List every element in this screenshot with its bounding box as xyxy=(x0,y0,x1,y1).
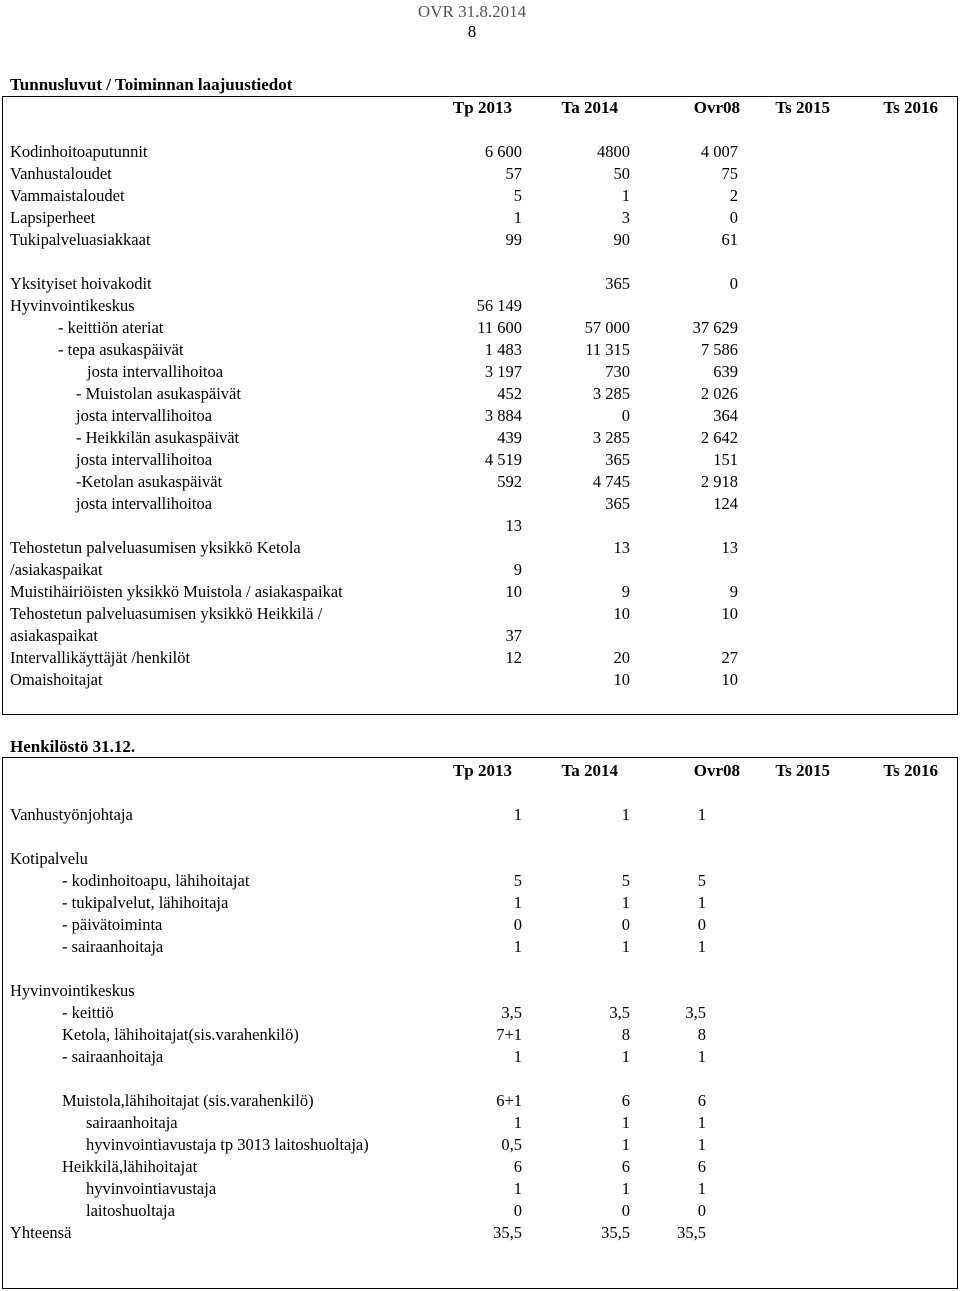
column-header: Ta 2014 xyxy=(561,761,618,780)
cell-value: 10 xyxy=(721,604,738,623)
cell-value: 364 xyxy=(713,406,738,425)
table-row xyxy=(0,1091,960,1113)
cell-value: 3,5 xyxy=(685,1003,706,1022)
cell-value: 10 xyxy=(505,582,522,601)
cell-value: 1 xyxy=(621,893,630,912)
row-label: Omaishoitajat xyxy=(10,670,103,689)
cell-value: 7 586 xyxy=(700,340,738,359)
cell-value: 0 xyxy=(513,1201,522,1220)
cell-value: 3 285 xyxy=(592,384,630,403)
cell-value: 5 xyxy=(513,871,522,890)
cell-value: 1 xyxy=(513,1047,522,1066)
cell-value: 0 xyxy=(513,915,522,934)
table-row xyxy=(0,208,960,230)
table-row xyxy=(0,849,960,871)
cell-value: 3,5 xyxy=(501,1003,522,1022)
table-row xyxy=(0,406,960,428)
table-row xyxy=(0,318,960,340)
row-label: josta intervallihoitoa xyxy=(76,406,213,425)
cell-value: 1 xyxy=(513,805,522,824)
cell-value: 365 xyxy=(605,274,630,293)
row-label: laitoshuoltaja xyxy=(86,1201,175,1220)
cell-value: 5 xyxy=(697,871,706,890)
row-label: josta intervallihoitoa xyxy=(76,450,213,469)
cell-value: 57 xyxy=(505,164,522,183)
row-label: asiakaspaikat xyxy=(10,626,98,645)
row-label: Heikkilä,lähihoitajat xyxy=(62,1157,198,1176)
cell-value: 9 xyxy=(621,582,630,601)
table-row xyxy=(0,472,960,494)
cell-value: 0 xyxy=(729,274,738,293)
row-label: josta intervallihoitoa xyxy=(76,494,213,513)
cell-value: 1 xyxy=(513,937,522,956)
cell-value: 639 xyxy=(713,362,738,381)
row-label: Vammaistaloudet xyxy=(10,186,125,205)
row-label: hyvinvointiavustaja xyxy=(86,1179,217,1198)
table-row xyxy=(0,1025,960,1047)
section2-title: Henkilöstö 31.12. xyxy=(10,737,136,756)
table-row xyxy=(0,1179,960,1201)
cell-value: 13 xyxy=(505,516,522,535)
row-label: - Heikkilän asukaspäivät xyxy=(76,428,240,447)
table-row xyxy=(0,871,960,893)
cell-value: 1 xyxy=(697,937,706,956)
cell-value: 90 xyxy=(613,230,630,249)
row-label: Hyvinvointikeskus xyxy=(10,981,135,1000)
cell-value: 2 xyxy=(729,186,738,205)
row-label: - Muistolan asukaspäivät xyxy=(76,384,241,403)
cell-value: 3 197 xyxy=(484,362,522,381)
cell-value: 35,5 xyxy=(493,1223,522,1242)
cell-value: 439 xyxy=(497,428,522,447)
cell-value: 0,5 xyxy=(501,1135,522,1154)
cell-value: 5 xyxy=(513,186,522,205)
cell-value: 0 xyxy=(621,406,630,425)
cell-value: 50 xyxy=(613,164,630,183)
table-row xyxy=(0,362,960,384)
cell-value: 12 xyxy=(505,648,522,667)
cell-value: 13 xyxy=(721,538,738,557)
cell-value: 6 xyxy=(621,1157,630,1176)
table-row xyxy=(0,1047,960,1069)
table-row xyxy=(0,670,960,692)
cell-value: 1 xyxy=(621,1113,630,1132)
row-label: Intervallikäyttäjät /henkilöt xyxy=(10,648,191,667)
cell-value: 99 xyxy=(505,230,522,249)
cell-value: 0 xyxy=(697,1201,706,1220)
table-row xyxy=(0,1201,960,1223)
cell-value: 1 xyxy=(697,1179,706,1198)
column-header: Ta 2014 xyxy=(561,98,618,117)
row-label: Ketola, lähihoitajat(sis.varahenkilö) xyxy=(62,1025,299,1044)
table-row xyxy=(0,230,960,252)
cell-value: 13 xyxy=(613,538,630,557)
cell-value: 11 600 xyxy=(477,318,522,337)
cell-value: 0 xyxy=(697,915,706,934)
table-row xyxy=(0,296,960,318)
table-row xyxy=(0,626,960,648)
cell-value: 6 xyxy=(513,1157,522,1176)
cell-value: 365 xyxy=(605,494,630,513)
row-label: Tehostetun palveluasumisen yksikkö Ketola xyxy=(10,538,301,557)
cell-value: 4 007 xyxy=(700,142,738,161)
cell-value: 8 xyxy=(621,1025,630,1044)
cell-value: 6 xyxy=(621,1091,630,1110)
cell-value: 730 xyxy=(605,362,630,381)
cell-value: 4 745 xyxy=(592,472,630,491)
cell-value: 1 xyxy=(697,1113,706,1132)
table-row xyxy=(0,893,960,915)
cell-value: 8 xyxy=(697,1025,706,1044)
row-label: - tukipalvelut, lähihoitaja xyxy=(62,893,229,912)
row-label: - sairaanhoitaja xyxy=(62,1047,164,1066)
cell-value: 11 315 xyxy=(585,340,630,359)
cell-value: 10 xyxy=(613,604,630,623)
cell-value: 1 xyxy=(697,1135,706,1154)
table-row xyxy=(0,937,960,959)
section1-title: Tunnusluvut / Toiminnan laajuustiedot xyxy=(10,75,293,94)
table-row xyxy=(0,494,960,516)
column-header: Ovr08 xyxy=(693,98,740,117)
cell-value: 452 xyxy=(497,384,522,403)
table-row xyxy=(0,1113,960,1135)
cell-value: 1 xyxy=(513,1179,522,1198)
table-row xyxy=(0,560,960,582)
table-row xyxy=(0,428,960,450)
table-row xyxy=(0,384,960,406)
table-row xyxy=(0,805,960,827)
page-number: 8 xyxy=(467,22,477,41)
cell-value: 9 xyxy=(513,560,522,579)
cell-value: 6 xyxy=(697,1091,706,1110)
column-header: Tp 2013 xyxy=(452,98,512,117)
row-label: Hyvinvointikeskus xyxy=(10,296,135,315)
cell-value: 1 xyxy=(621,186,630,205)
cell-value: 6 600 xyxy=(484,142,522,161)
table-row xyxy=(0,648,960,670)
row-label: Vanhustyönjohtaja xyxy=(10,805,133,824)
row-label: Vanhustaloudet xyxy=(10,164,112,183)
cell-value: 4 519 xyxy=(484,450,522,469)
cell-value: 124 xyxy=(713,494,738,513)
row-label: Tukipalveluasiakkaat xyxy=(10,230,151,249)
table-row xyxy=(0,981,960,1003)
table-row xyxy=(0,516,960,538)
column-header: Ts 2015 xyxy=(775,98,830,117)
cell-value: 151 xyxy=(713,450,738,469)
cell-value: 3,5 xyxy=(609,1003,630,1022)
cell-value: 1 xyxy=(513,893,522,912)
row-label: Kodinhoitoaputunnit xyxy=(10,142,148,161)
cell-value: 1 xyxy=(621,1179,630,1198)
cell-value: 0 xyxy=(621,915,630,934)
row-label: - sairaanhoitaja xyxy=(62,937,164,956)
column-header: Ts 2016 xyxy=(883,761,938,780)
cell-value: 0 xyxy=(729,208,738,227)
cell-value: 10 xyxy=(721,670,738,689)
cell-value: 1 xyxy=(621,1135,630,1154)
column-header: Tp 2013 xyxy=(452,761,512,780)
table-row xyxy=(0,1003,960,1025)
cell-value: 9 xyxy=(729,582,738,601)
cell-value: 0 xyxy=(621,1201,630,1220)
row-label: Muistola,lähihoitajat (sis.varahenkilö) xyxy=(62,1091,314,1110)
cell-value: 7+1 xyxy=(496,1025,522,1044)
cell-value: 1 483 xyxy=(484,340,522,359)
row-label: Yksityiset hoivakodit xyxy=(10,274,152,293)
table-row xyxy=(0,340,960,362)
table-row xyxy=(0,1135,960,1157)
column-header: Ts 2015 xyxy=(775,761,830,780)
cell-value: 37 629 xyxy=(692,318,738,337)
row-label: - kodinhoitoapu, lähihoitajat xyxy=(62,871,250,890)
cell-value: 2 642 xyxy=(700,428,738,447)
cell-value: 1 xyxy=(513,208,522,227)
row-label: - keittiön ateriat xyxy=(58,318,164,337)
column-header: Ts 2016 xyxy=(883,98,938,117)
cell-value: 5 xyxy=(621,871,630,890)
table-row xyxy=(0,1157,960,1179)
cell-value: 1 xyxy=(621,805,630,824)
table-row xyxy=(0,164,960,186)
cell-value: 20 xyxy=(613,648,630,667)
table-row xyxy=(0,1223,960,1245)
table-row xyxy=(0,186,960,208)
cell-value: 2 026 xyxy=(700,384,738,403)
cell-value: 4800 xyxy=(597,142,630,161)
cell-value: 3 285 xyxy=(592,428,630,447)
cell-value: 56 149 xyxy=(476,296,522,315)
cell-value: 1 xyxy=(697,893,706,912)
cell-value: 6+1 xyxy=(496,1091,522,1110)
column-header: Ovr08 xyxy=(693,761,740,780)
table-row xyxy=(0,450,960,472)
cell-value: 365 xyxy=(605,450,630,469)
row-label: Tehostetun palveluasumisen yksikkö Heikkilä / xyxy=(10,604,323,623)
cell-value: 10 xyxy=(613,670,630,689)
row-label: josta intervallihoitoa xyxy=(87,362,224,381)
cell-value: 1 xyxy=(697,805,706,824)
row-label: Yhteensä xyxy=(10,1223,72,1242)
cell-value: 75 xyxy=(721,164,738,183)
cell-value: 6 xyxy=(697,1157,706,1176)
cell-value: 1 xyxy=(621,1047,630,1066)
cell-value: 57 000 xyxy=(584,318,630,337)
cell-value: 35,5 xyxy=(677,1223,706,1242)
cell-value: 27 xyxy=(721,648,738,667)
row-label: - päivätoiminta xyxy=(62,915,163,934)
row-label: hyvinvointiavustaja tp 3013 laitoshuoltaja) xyxy=(86,1135,369,1154)
row-label: Kotipalvelu xyxy=(10,849,88,868)
cell-value: 2 918 xyxy=(700,472,738,491)
row-label: /asiakaspaikat xyxy=(10,560,103,579)
row-label: Muistihäiriöisten yksikkö Muistola / asiakaspaikat xyxy=(10,582,343,601)
document-code: OVR 31.8.2014 xyxy=(417,2,527,21)
table-row xyxy=(0,915,960,937)
table-row xyxy=(0,538,960,560)
row-label: - tepa asukaspäivät xyxy=(58,340,184,359)
cell-value: 3 884 xyxy=(484,406,522,425)
table-row xyxy=(0,604,960,626)
row-label: - keittiö xyxy=(62,1003,114,1022)
row-label: sairaanhoitaja xyxy=(86,1113,178,1132)
cell-value: 1 xyxy=(513,1113,522,1132)
cell-value: 592 xyxy=(497,472,522,491)
table-row xyxy=(0,274,960,296)
cell-value: 3 xyxy=(621,208,630,227)
cell-value: 37 xyxy=(505,626,522,645)
table-row xyxy=(0,142,960,164)
cell-value: 61 xyxy=(721,230,738,249)
table-row xyxy=(0,582,960,604)
row-label: -Ketolan asukaspäivät xyxy=(76,472,223,491)
cell-value: 35,5 xyxy=(601,1223,630,1242)
cell-value: 1 xyxy=(621,937,630,956)
cell-value: 1 xyxy=(697,1047,706,1066)
row-label: Lapsiperheet xyxy=(10,208,96,227)
